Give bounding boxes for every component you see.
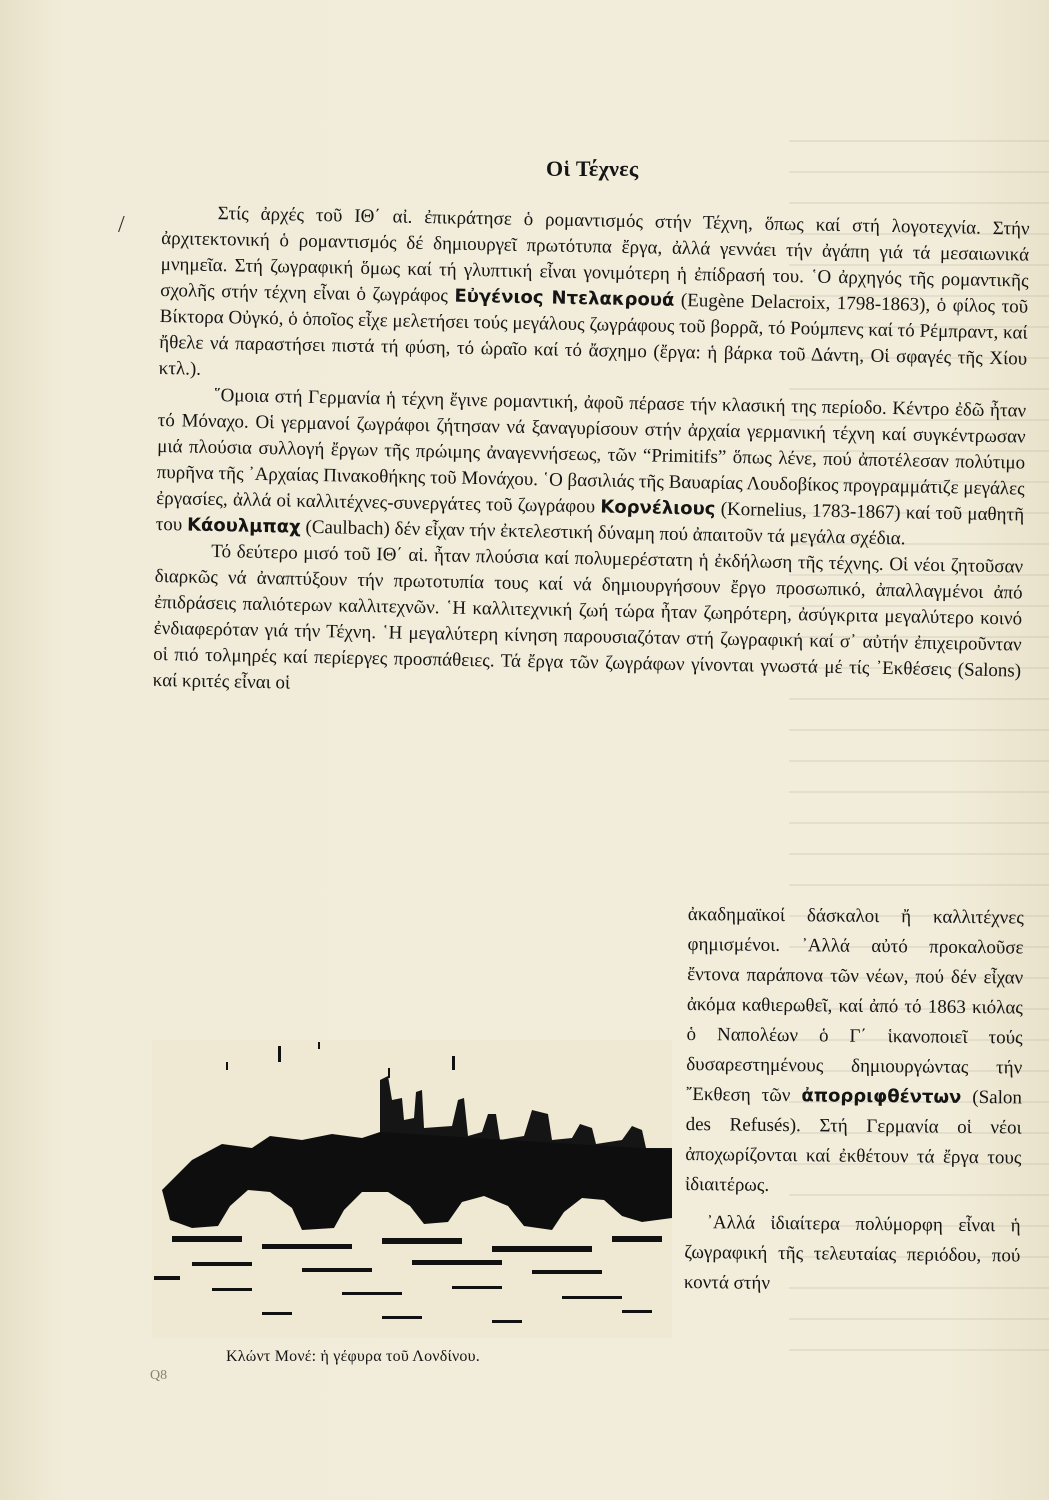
monet-bridge-illustration xyxy=(152,1040,672,1338)
page-title: Οἱ Τέχνες xyxy=(546,156,639,181)
column-paragraph-2: ᾿Αλλά ἰδιαίτερα πολύμορφη εἶναι ἡ ζωγραφική τῆς τελευταίας περιόδου, πού κοντά στήν xyxy=(683,1212,1021,1294)
main-text xyxy=(153,200,1030,711)
bold-name-kornelius: Κορνέλιους xyxy=(600,496,716,520)
bold-name-delacroix: Εὐγένιος Ντελακρουά xyxy=(454,285,675,311)
bold-name-kaulbach: Κάουλμπαχ xyxy=(186,514,301,538)
margin-mark: / xyxy=(118,212,125,238)
paragraph-1: Στίς ἀρχές τοῦ ΙΘ΄ αἰ. ἐπικράτησε ὁ ρομαντισμός στήν Τέχνη, ὅπως καί στή λογοτεχνία. Στήν ἀρχιτεκτονική ὁ ρομαντισμός δέ δημιουργεῖ πρωτότυπα ἔργα, ἀλλά γεννάει τήν ἀγάπη γιά τά μεσαιωνικά μνημεῖα. Στή ζωγραφική ὅμως καί τή γλυπτική εἶναι γονιμότερη ἡ ἐπίδρασή του. ῾Ο ἀρχηγός τῆς ρομαντικῆς σχολῆς στήν τέχνη εἶναι ὁ ζωγράφος Εὐγένιος Ντελακρουά (Eugène Delacroix, 1798-1863), ὁ φίλος τοῦ Βίκτορα Οὐγκό, ὁ ὁποῖος εἶχε μελετήσει τούς μεγάλους ζωγράφους τοῦ βορρᾶ, τό Ρούμπενς καί τό Ρέμπραντ, καί ἤθελε νά παραστήσει πιστά τή φύση, τό ὡραῖο καί τό ἄσχημο (ἔργα: ἡ βάρκα τοῦ Δάντη, Οἱ σφαγές τῆς Χίου κτλ.). xyxy=(158,203,1030,380)
bold-term-aporrifthenton: ἀπορριφθέντων xyxy=(801,1085,962,1108)
paragraph-3: Τό δεύτερο μισό τοῦ ΙΘ΄ αἰ. ἦταν πλούσια καί πολυμερέστατη ἡ ἐκδήλωση τῆς τέχνης. Οἱ νέοι ζητοῦσαν διαρκῶς νά ἀναπτύξουν τήν πρωτοτυπία τους καί νά δημιουργήσουν ἔργο προσωπικό, ἀπαλλαγμένοι ἀπό ἐπιδράσεις παλιότερων καλλιτεχνῶν. ῾Η καλλιτεχνική ζωή τώρα ἦταν ζωηρότερη, ἀσύγκριτα μεγαλύτερο κοινό ἐνδιαφερόταν γιά τήν Τέχνη. ῾Η μεγαλύτερη κίνηση παρουσιαζόταν στή ζωγραφική καί σ᾿ αὐτήν ἐπιχειροῦνταν οἱ πιό τολμηρές καί περίεργες προσπάθειες. Τά ἔργα τῶν ζωγράφων γίνονται γνωστά μέ τίς ᾿Εκθέσεις (Salons) καί κριτές εἶναι οἱ xyxy=(152,541,1024,694)
right-column-text xyxy=(684,900,1024,1301)
paragraph-2: ῞Ομοια στή Γερμανία ἡ τέχνη ἔγινε ρομαντική, ἀφοῦ πέρασε τήν κλασική της περίοδο. Κέντρο ἐδῶ ἦταν τό Μόναχο. Οἱ γερμανοί ζωγράφοι ζήτησαν νά ξαναγυρίσουν στήν ἀρχαία γερμανική τέχνη καί συγκέντρωσαν μιά πλούσια συλλογή ἔργων τῆς πρώιμης ἀναγεννήσεως, τῶν “Primitifs” ὅπως λένε, πού ἀποτέλεσαν πολύτιμο πυρῆνα τῆς ᾿Αρχαίας Πινακοθήκης τοῦ Μονάχου. ῾Ο βασιλιάς τῆς Βαυαρίας Λουδοβίκος προγραμμάτιζε μεγάλες ἐργασίες, ἀλλά οἱ καλλιτέχνες-συνεργάτες τοῦ ζωγράφου Κορνέλιους (Kornelius, 1783-1867) καί τοῦ μαθητῆ του Κάουλμπαχ (Caulbach) δέν εἶχαν τήν ἐκτελεστική δύναμη πού ἀπαιτοῦν τά μεγάλα σχέδια. xyxy=(155,385,1027,550)
figure-caption: Κλώντ Μονέ: ἡ γέφυρα τοῦ Λονδίνου. xyxy=(226,1348,480,1365)
page-number: Q8 xyxy=(150,1368,168,1383)
column-paragraph-1: ἀκαδημαϊκοί δάσκαλοι ἤ καλλιτέχνες φημισμένοι. ᾿Αλλά αὐτό προκαλοῦσε ἔντονα παράπονα τῶν νέων, πού δέν εἶχαν ἀκόμα καθιερωθεῖ, καί ἀπό τό 1863 κιόλας ὁ Ναπολέων ὁ Γ΄ ἱκανοποιεῖ τούς δυσαρεστημένους δημιουργώντας τήν ῎Εκθεση τῶν ἀπορριφθέντων (Salon des Refusés). Στή Γερμανία οἱ νέοι ἀποχωρίζονται καί ἐκθέτουν τά ἔργα τους ἰδιαιτέρως. xyxy=(684,903,1024,1196)
